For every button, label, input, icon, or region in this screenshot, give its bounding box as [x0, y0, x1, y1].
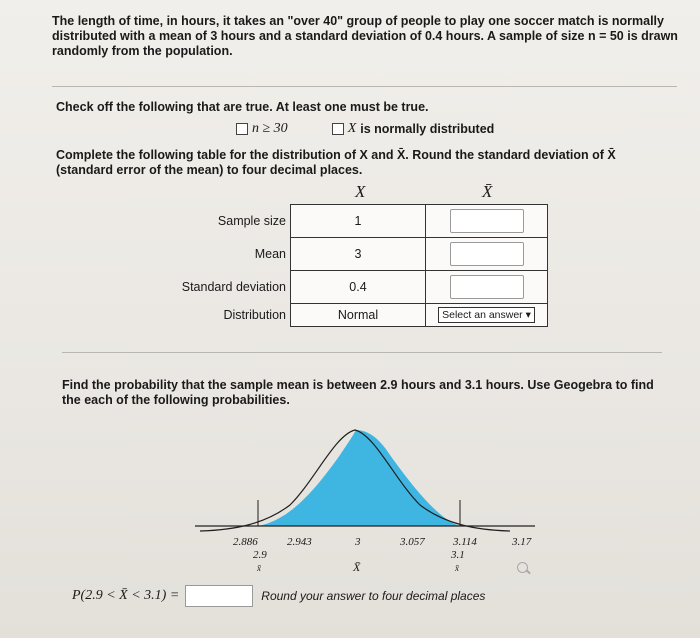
xbar-mean-cell [426, 238, 548, 271]
table-row [178, 304, 548, 327]
complete-instructions: Complete the following table for the distribution of X and X̄. Round the standard deviation of X̄ (standard error of the mean) to four decimal places. [56, 148, 616, 177]
distribution-select[interactable]: Select an answer ▾ [438, 307, 535, 323]
checkbox-row [236, 121, 494, 137]
check-title: Check off the following that are true. At least one must be true. [56, 100, 429, 114]
xbar-distribution-cell [426, 304, 548, 327]
xbar-sample-size-input[interactable] [450, 209, 524, 233]
xbar-sample-size-cell [426, 205, 548, 238]
upper-bound-var: x̄ [455, 563, 459, 573]
lower-bound-var: x̄ [257, 563, 261, 573]
tick-label: 3.057 [400, 536, 425, 548]
row-label: Distribution [223, 308, 286, 322]
x-normal-label: is normally distributed [360, 122, 495, 136]
x-std-dev: 0.4 [291, 271, 426, 304]
rounding-note: Round your answer to four decimal places [261, 589, 486, 603]
tick-label: 3 [355, 536, 361, 548]
x-normal-checkbox[interactable] [332, 123, 344, 135]
probability-label: P(2.9 < X̄ < 3.1) = [72, 588, 180, 603]
probability-input[interactable] [185, 585, 253, 607]
table-row [178, 205, 548, 238]
axis-variable-label: X̄ [353, 560, 361, 574]
problem-statement: The length of time, in hours, it takes an "over 40" group of people to play one soccer match is normally distributed with a mean of 3 hours and a standard deviation of 0.4 hours. A sample of size n = 50 is drawn randomly from the population. [52, 14, 678, 58]
normal-curve-graph [195, 420, 555, 580]
x-distribution: Normal [291, 304, 426, 327]
tick-label: 2.886 [233, 536, 258, 548]
probability-row [72, 585, 485, 607]
lower-bound-label: 2.9 [253, 549, 267, 561]
column-header-x: X [355, 182, 366, 201]
divider [52, 86, 677, 87]
tick-label: 3.17 [512, 536, 532, 548]
tick-label: 2.943 [287, 536, 312, 548]
table-row [178, 238, 548, 271]
xbar-std-dev-input[interactable] [450, 275, 524, 299]
row-label: Standard deviation [181, 280, 286, 294]
n-ge-30-checkbox[interactable] [236, 123, 248, 135]
table-row [178, 271, 548, 304]
tick-label: 3.114 [453, 536, 477, 548]
row-label: Sample size [217, 214, 286, 228]
x-mean: 3 [291, 238, 426, 271]
find-instructions: Find the probability that the sample mean is between 2.9 hours and 3.1 hours. Use Geogebra to find the each of the following probabilities. [62, 378, 654, 407]
row-label: Mean [254, 247, 286, 261]
divider [62, 352, 662, 353]
distribution-table [178, 204, 548, 327]
x-var-label: X [347, 121, 357, 136]
xbar-std-dev-cell [426, 271, 548, 304]
xbar-mean-input[interactable] [450, 242, 524, 266]
n-ge-30-label: n ≥ 30 [252, 121, 288, 136]
column-header-xbar: X̄ [482, 182, 493, 201]
upper-bound-label: 3.1 [451, 549, 465, 561]
x-sample-size: 1 [291, 205, 426, 238]
magnify-icon[interactable] [517, 562, 528, 573]
